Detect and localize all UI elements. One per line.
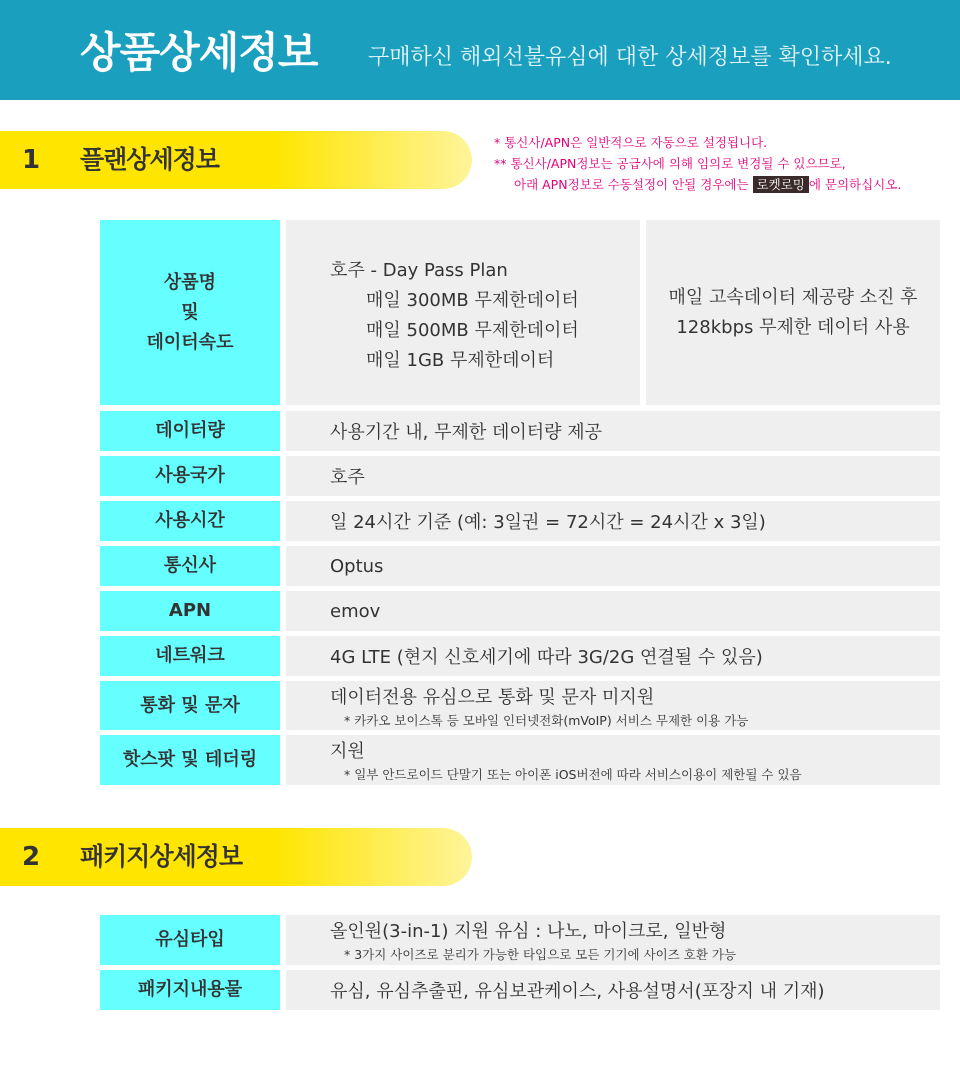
note-line-3-text: 아래 APN정보로 수동설정이 안될 경우에는 (514, 177, 753, 192)
section-1-number: 1 (0, 131, 62, 189)
plan-name: 호주 - Day Pass Plan (330, 260, 508, 281)
section-2-title: 패키지상세정보 (80, 842, 243, 871)
row-value-text: 유심, 유심추출핀, 유심보관케이스, 사용설명서(포장지 내 기재) (330, 981, 825, 1002)
plan-throttle-line-2: 128kbps 무제한 데이터 사용 (676, 316, 910, 338)
row-value-text: 호주 (330, 467, 365, 488)
section-1-heading (0, 131, 472, 189)
row-value-call-sms (286, 681, 940, 730)
row-value-country (286, 456, 940, 496)
row-value-package-contents (286, 970, 940, 1010)
plan-item: 매일 500MB 무제한데이터 (366, 320, 579, 341)
row-label-network: 네트워크 (100, 636, 280, 676)
section-2-number: 2 (0, 828, 62, 886)
apn-notes (494, 132, 944, 195)
section-2-heading (0, 828, 472, 886)
plan-throttle-line-1: 매일 고속데이터 제공량 소진 후 (668, 286, 918, 308)
row-value-carrier (286, 546, 940, 586)
row-label-apn: APN (100, 591, 280, 631)
brand-highlight: 로켓로밍 (753, 176, 809, 193)
plan-item: 매일 1GB 무제한데이터 (366, 350, 555, 371)
section-1-title: 플랜상세정보 (80, 145, 219, 174)
row-value-text: 4G LTE (현지 신호세기에 따라 3G/2G 연결될 수 있음) (330, 647, 763, 668)
note-line-1: * 통신사/APN은 일반적으로 자동으로 설정됩니다. (494, 135, 768, 150)
note-line-3 (494, 174, 944, 195)
row-value-text: 올인원(3-in-1) 지원 유심 : 나노, 마이크로, 일반형 (330, 921, 727, 942)
row-value-text: 일 24시간 기준 (예: 3일권 = 72시간 = 24시간 x 3일) (330, 512, 766, 533)
row-value-apn (286, 591, 940, 631)
row-label-call-sms: 통화 및 문자 (100, 681, 280, 730)
row-value-usage-time (286, 501, 940, 541)
row-value-text: Optus (330, 555, 384, 577)
page-subtitle: 구매하신 해외선불유심에 대한 상세정보를 확인하세요. (368, 45, 892, 70)
row-value-text: emov (330, 600, 381, 622)
row-value-sim-type (286, 915, 940, 965)
page-header (0, 0, 960, 100)
row-label-country: 사용국가 (100, 456, 280, 496)
row-value-text: 사용기간 내, 무제한 데이터량 제공 (330, 422, 603, 443)
plan-label (100, 220, 280, 405)
plan-throttle-info (646, 220, 940, 405)
row-label-usage-time: 사용시간 (100, 501, 280, 541)
row-label-package-contents: 패키지내용물 (100, 970, 280, 1010)
plan-label-line-3: 데이터속도 (146, 331, 234, 353)
row-value-text: 데이터전용 유심으로 통화 및 문자 미지원 (330, 686, 655, 708)
row-label-carrier: 통신사 (100, 546, 280, 586)
row-value-hotspot (286, 735, 940, 785)
row-value-note: * 카카오 보이스톡 등 모바일 인터넷전화(mVoIP) 서비스 무제한 이용 가능 (344, 712, 749, 728)
row-label-hotspot: 핫스팟 및 테더링 (100, 735, 280, 785)
plan-item: 매일 300MB 무제한데이터 (366, 290, 579, 311)
note-line-2: ** 통신사/APN정보는 공급사에 의해 임의로 변경될 수 있으므로, (494, 156, 846, 171)
row-value-text: 지원 (330, 741, 365, 762)
row-value-data-amount (286, 411, 940, 451)
row-value-note: * 일부 안드로이드 단말기 또는 아이폰 iOS버전에 따라 서비스이용이 제한될 수 있음 (344, 767, 802, 782)
row-value-network (286, 636, 940, 676)
plan-label-line-2: 및 (181, 301, 199, 323)
note-line-3-end: 에 문의하십시오. (808, 177, 902, 192)
page-title: 상품상세정보 (80, 28, 318, 77)
row-value-note: * 3가지 사이즈로 분리가 가능한 타입으로 모든 기기에 사이즈 호환 가능 (344, 947, 737, 962)
row-label-sim-type: 유심타입 (100, 915, 280, 965)
plan-label-line-1: 상품명 (163, 271, 217, 293)
row-label-data-amount: 데이터량 (100, 411, 280, 451)
plan-details (286, 220, 640, 405)
